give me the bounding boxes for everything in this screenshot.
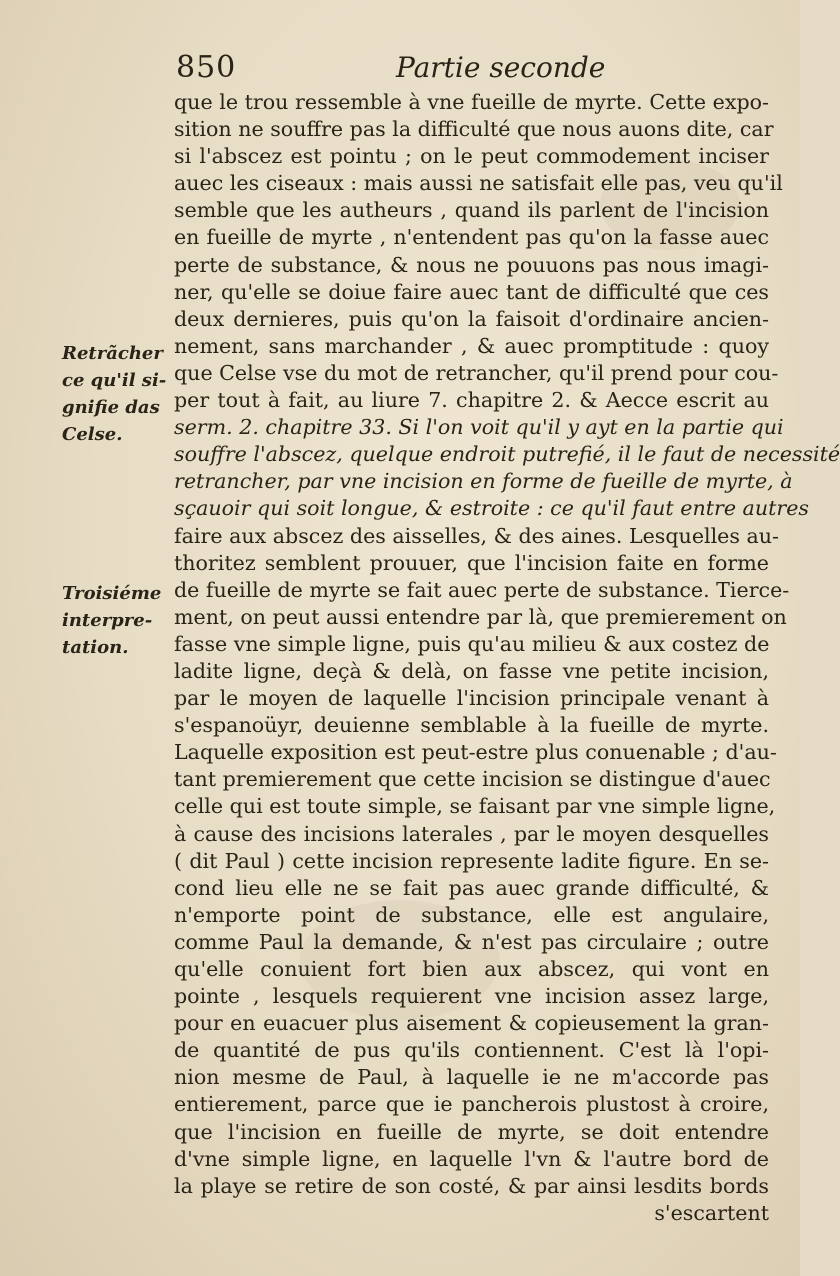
text-line: s'espanoüyr, deuienne semblable à la fueille de myrte. (174, 713, 769, 738)
text-line: cond lieu elle ne se fait pas auec grande difficulté, & (174, 875, 769, 900)
text-line: si l'abscez est pointu ; on le peut commodement inciser (174, 144, 769, 169)
text-line-italic: souffre l'abscez, quelque endroit putrefié, il le faut de necessité (174, 442, 840, 467)
running-title: Partie seconde (396, 51, 606, 84)
text-line: d'vne simple ligne, en laquelle l'vn & l'autre bord de (174, 1146, 769, 1171)
text-line: semble que les autheurs , quand ils parlent de l'incision (174, 198, 769, 223)
text-line: sition ne souffre pas la difficulté que nous auons dite, car (174, 117, 774, 142)
margin-note-line: Celse. (62, 424, 123, 445)
text-line: ment, on peut aussi entendre par là, que premierement on (174, 604, 787, 629)
margin-note-retrancher (62, 340, 174, 448)
text-line: celle qui est toute simple, se faisant par vne simple ligne, (174, 794, 776, 819)
text-line-italic: serm. 2. chapitre 33. Si l'on voit qu'il y ayt en la partie qui (174, 415, 784, 440)
text-line: comme Paul la demande, & n'est pas circulaire ; outre (174, 929, 769, 954)
margin-note-line: ce qu'il si- (62, 370, 167, 391)
text-line: que l'incision en fueille de myrte, se doit entendre (174, 1119, 769, 1144)
margin-note-line: Retrãcher (62, 343, 163, 364)
text-line: ( dit Paul ) cette incision represente ladite figure. En se- (174, 848, 769, 873)
margin-note-line: tation. (62, 637, 129, 658)
text-line: de quantité de pus qu'ils contiennent. C'est là l'opi- (174, 1038, 769, 1063)
text-line: deux dernieres, puis qu'on la faisoit d'ordinaire ancien- (174, 306, 769, 331)
text-line: n'emporte point de substance, elle est angulaire, (174, 902, 769, 927)
margin-note-troisieme (62, 580, 174, 661)
text-line: auec les ciseaux : mais aussi ne satisfait elle pas, veu qu'il (174, 171, 783, 196)
text-line: ladite ligne, deçà & delà, on fasse vne petite incision, (174, 658, 769, 683)
text-line: fasse vne simple ligne, puis qu'au milieu & aux costez de (174, 631, 770, 656)
text-line: tant premierement que cette incision se distingue d'auec (174, 767, 771, 792)
margin-note-line: gnifie das (62, 397, 160, 418)
text-line: Laquelle exposition est peut-estre plus conuenable ; d'au- (174, 740, 777, 765)
text-line: que Celse vse du mot de retrancher, qu'il prend pour cou- (174, 360, 779, 385)
text-line: per tout à fait, au liure 7. chapitre 2. & Aecce escrit au (174, 388, 769, 413)
text-line: la playe se retire de son costé, & par ainsi lesdits bords (174, 1173, 769, 1198)
text-line: perte de substance, & nous ne pouuons pas nous imagi- (174, 252, 769, 277)
margin-note-line: Troisiéme (62, 583, 162, 604)
page-number: 850 (176, 50, 237, 85)
text-line: que le trou ressemble à vne fueille de myrte. Cette expo- (174, 90, 769, 114)
margin-note-line: interpre- (62, 610, 153, 631)
text-line: faire aux abscez des aisselles, & des aines. Lesquelles au- (174, 523, 779, 548)
text-line: de fueille de myrte se fait auec perte de substance. Tierce- (174, 577, 790, 602)
text-line: pointe , lesquels requierent vne incision assez large, (174, 984, 769, 1009)
text-line: en fueille de myrte , n'entendent pas qu'on la fasse auec (174, 225, 769, 250)
body-text (174, 89, 840, 1227)
text-line: pour en euacuer plus aisement & copieusement la gran- (174, 1011, 769, 1036)
text-line: thoritez semblent prouuer, que l'incision faite en forme (174, 550, 769, 575)
text-line: à cause des incisions laterales , par le moyen desquelles (174, 821, 769, 846)
text-line: nion mesme de Paul, à laquelle ie ne m'accorde pas (174, 1065, 769, 1090)
text-line: qu'elle conuient fort bien aux abscez, qui vont en (174, 957, 769, 981)
page-header (176, 48, 696, 88)
catchword: s'escartent (654, 1200, 769, 1225)
text-line: ner, qu'elle se doiue faire auec tant de difficulté que ces (174, 279, 769, 304)
text-line-italic: sçauoir qui soit longue, & estroite : ce qu'il faut entre autres (174, 496, 809, 521)
text-line: nement, sans marchander , & auec promptitude : quoy (174, 333, 769, 358)
text-line: par le moyen de laquelle l'incision principale venant à (174, 686, 769, 711)
text-line-italic: retrancher, par vne incision en forme de fueille de myrte, à (174, 469, 793, 494)
text-line: entierement, parce que ie pancherois plustost à croire, (174, 1092, 769, 1117)
